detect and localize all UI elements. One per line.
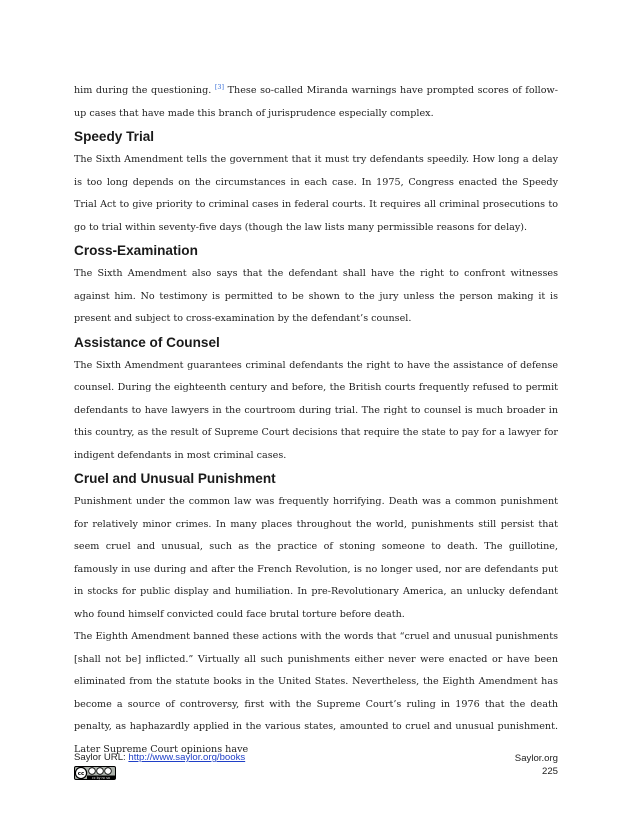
heading-cross-examination: Cross-Examination — [74, 243, 198, 258]
paragraph-punishment-history: Punishment under the common law was frequently horrifying. Death was a common punishment for relatively minor crimes. In many places throughout the world, punishments still persist that seem cruel and unusual, such as the practice of stoning someone to death. The guillotine, famously in use during and after the French Revolution, is no longer used, nor are defendants put in stocks for public display and humiliation. In pre-Revolutionary America, an unlucky defendant who found himself convicted could face brutal torture before death. — [74, 496, 558, 620]
footer-source-label: Saylor URL: — [74, 752, 129, 763]
footer-source — [74, 752, 245, 763]
heading-cruel-unusual-punishment: Cruel and Unusual Punishment — [74, 471, 276, 486]
creative-commons-license-icon[interactable] — [74, 766, 116, 780]
page-content — [74, 80, 558, 761]
page-number: 225 — [541, 766, 558, 777]
svg-text:cc: cc — [77, 771, 85, 777]
svg-text:cc by nc sa: cc by nc sa — [92, 776, 110, 780]
footer-right — [515, 752, 558, 778]
paragraph-cross-examination: The Sixth Amendment also says that the defendant shall have the right to confront witnesses against him. No testimony is permitted to be shown to the jury unless the person making it is present and subject to cross-examination by the defendant’s counsel. — [74, 268, 558, 324]
footnote-link[interactable]: [3] — [214, 82, 225, 91]
heading-speedy-trial: Speedy Trial — [74, 129, 155, 144]
continuation-text: him during the questioning. — [74, 85, 212, 96]
continuation-paragraph — [74, 80, 558, 125]
continuation-text-rest: These so-called Miranda warnings have prompted scores of follow-up cases that have made this branch of jurisprudence especially complex. — [74, 85, 558, 119]
paragraph-assistance-of-counsel: The Sixth Amendment guarantees criminal defendants the right to have the assistance of defense counsel. During the eighteenth century and before, the British courts frequently refused to permit defendants to have lawyers in the courtroom during trial. The right to counsel is much broader in this country, as the result of Supreme Court decisions that require the state to pay for a lawyer for indigent defendants in most criminal cases. — [74, 359, 558, 461]
paragraph-speedy-trial: The Sixth Amendment tells the government that it must try defendants speedily. How long a delay is too long depends on the circumstances in each case. In 1975, Congress enacted the Speedy Trial Act to give priority to criminal cases in federal courts. It requires all criminal prosecutions to go to trial within seventy-five days (though the law lists many permissible reasons for delay). — [74, 154, 558, 233]
footer-source-link[interactable]: http://www.saylor.org/books — [128, 752, 246, 763]
footer-site: Saylor.org — [514, 753, 558, 764]
paragraph-eighth-amendment: The Eighth Amendment banned these actions with the words that “cruel and unusual punishments [shall not be] inflicted.” Virtually all such punishments either never were enacted or have been eliminated from the statute books in the United States. Nevertheless, the Eighth Amendment has become a source of controversy, first with the Supreme Court’s ruling in 1976 that the death penalty, as haphazardly applied in the various states, amounted to cruel and unusual punishment. Later Supreme Court opinions have — [74, 631, 558, 755]
heading-assistance-of-counsel: Assistance of Counsel — [74, 334, 220, 350]
